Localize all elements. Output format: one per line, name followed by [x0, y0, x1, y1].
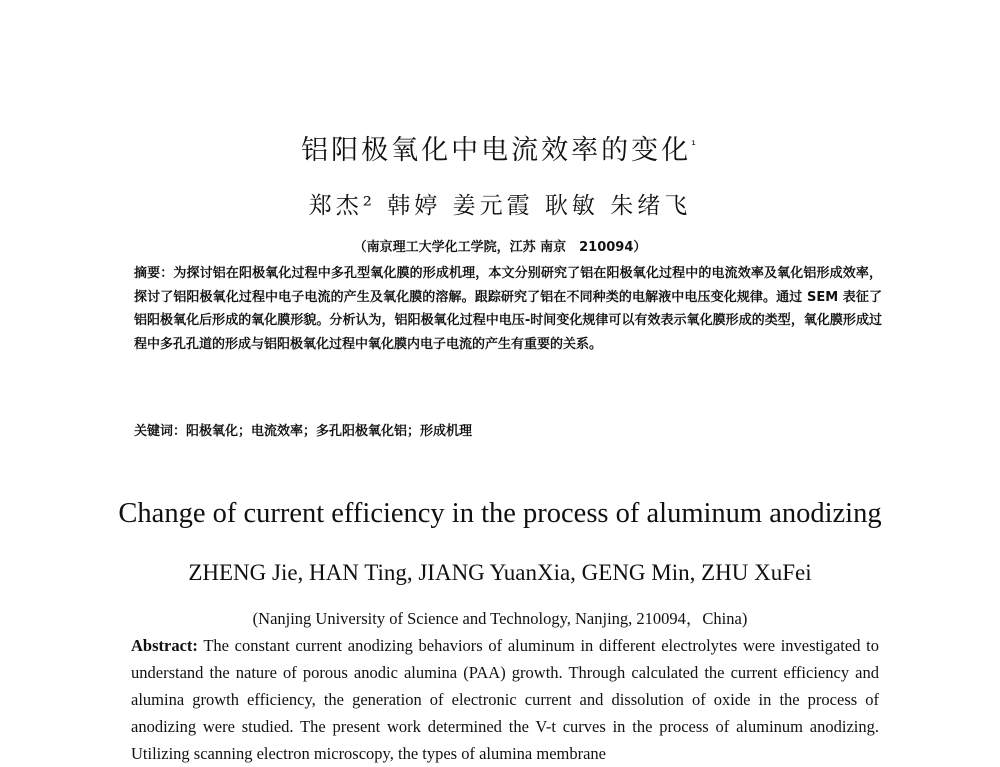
chinese-affiliation: （南京理工大学化工学院，江苏 南京 210094） [353, 240, 647, 255]
english-abstract [131, 632, 879, 767]
chinese-authors: 郑杰² 韩婷 姜元霞 耿敏 朱绪飞 [308, 193, 692, 219]
english-abstract-text: The constant current anodizing behaviors of aluminum in different electrolytes were investigated to understand the nature of porous anodic alumina (PAA) growth. Through calculated the current efficiency and alumina growth efficiency, the generation of electronic current and dissolution of oxide in the process of anodizing were studied. The present work determined the V-t curves in the process of aluminum anodizing. Utilizing scanning electron microscopy, the types of alumina membrane [131, 636, 879, 763]
english-affiliation: (Nanjing University of Science and Technology, Nanjing, 210094，China) [252, 609, 748, 628]
chinese-keywords-text: 阳极氧化；电流效率；多孔阳极氧化铝；形成机理 [186, 424, 473, 439]
chinese-abstract-label: 摘要： [134, 266, 174, 281]
chinese-keywords [134, 420, 882, 439]
chinese-abstract-text: 为探讨铝在阳极氧化过程中多孔型氧化膜的形成机理，本文分别研究了铝在阳极氧化过程中的电流效率及氧化铝形成效率，探讨了铝阳极氧化过程中电子电流的产生及氧化膜的溶解。跟踪研究了铝在不同种类的电解液中电压变化规律。通过 SEM 表征了铝阳极氧化后形成的氧化膜形貌。分析认为，铝阳极氧化过程中电压-时间变化规律可以有效表示氧化膜形成的类型，氧化膜形成过程中多孔孔道的形成与铝阳极氧化过程中氧化膜内电子电流的产生有重要的关系。 [134, 266, 882, 352]
chinese-abstract [134, 262, 882, 356]
chinese-keywords-label: 关键词： [134, 424, 187, 439]
chinese-title [0, 128, 1000, 167]
chinese-title-text: 铝阳极氧化中电流效率的变化 [301, 135, 692, 166]
title-footnote-mark: ¹ [691, 138, 699, 152]
english-title: Change of current efficiency in the process of aluminum anodizing [118, 498, 882, 529]
english-abstract-label: Abstract: [131, 636, 198, 655]
english-authors: ZHENG Jie, HAN Ting, JIANG YuanXia, GENG Min, ZHU XuFei [188, 560, 812, 585]
